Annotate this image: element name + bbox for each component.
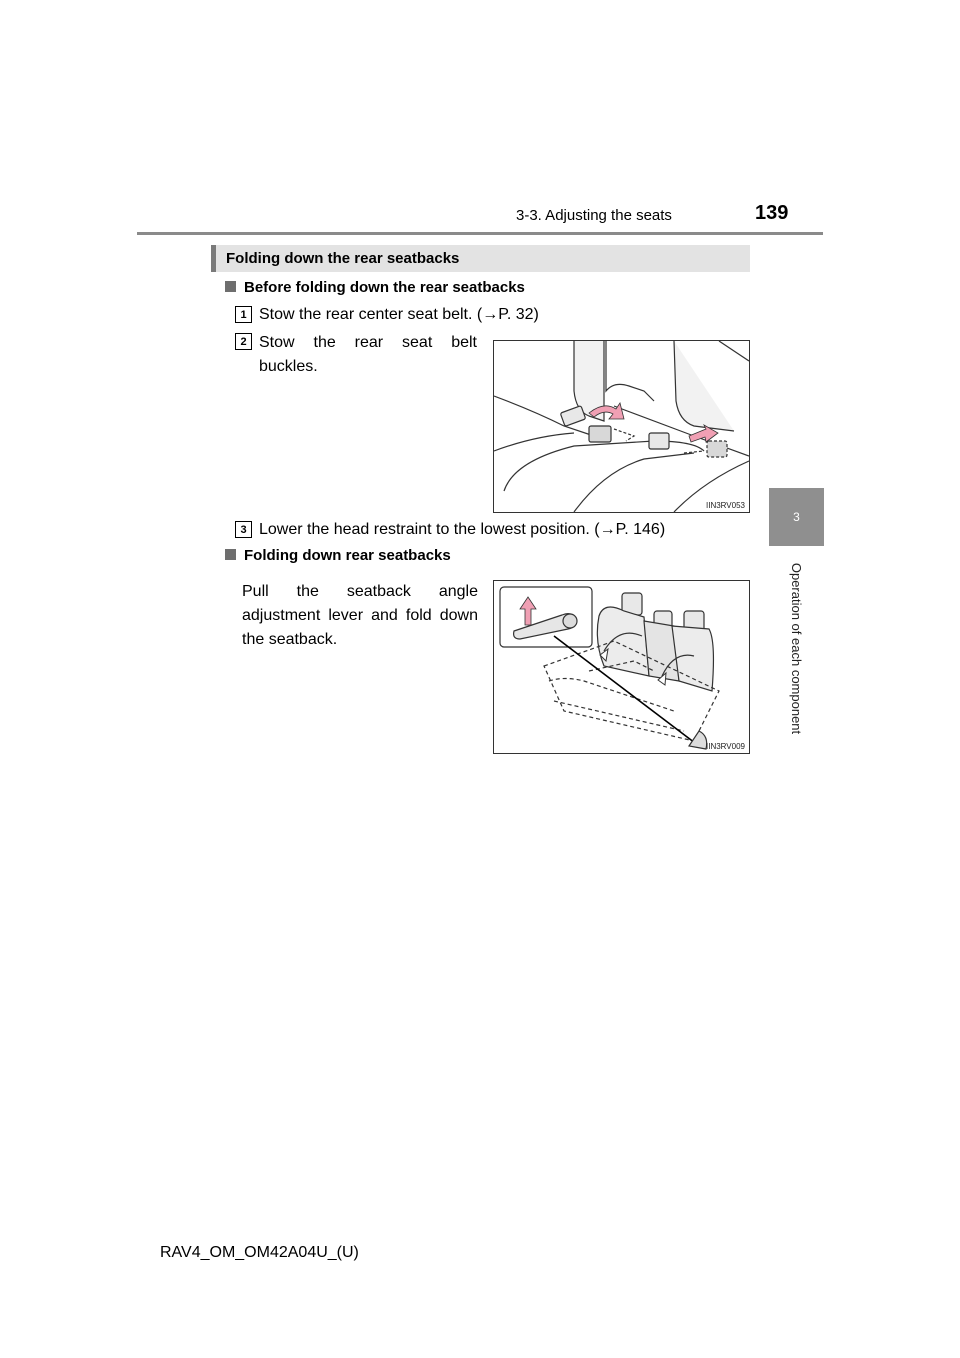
document-code-footer: RAV4_OM_OM42A04U_(U)	[160, 1244, 359, 1261]
step-badge-3: 3	[235, 521, 252, 538]
step-text-3: Lower the head restraint to the lowest position. (→P. 146)	[259, 521, 666, 538]
figure-seat-belt-buckles	[493, 340, 750, 513]
figure-fold-seatback	[493, 580, 750, 754]
step-badge-1: 1	[235, 306, 252, 323]
step-text-2	[259, 331, 477, 379]
step-text-1: Stow the rear center seat belt. (→P. 32)	[259, 306, 539, 323]
header-section-title: 3-3. Adjusting the seats	[516, 207, 672, 224]
folding-instruction-text: Pull the seatback angle adjustment lever and fold down the seatback.	[242, 583, 478, 648]
figure-code: IIN3RV053	[706, 501, 745, 510]
seat-belt-buckles-illustration	[494, 341, 749, 512]
fold-seatback-illustration	[494, 581, 749, 753]
subheading-before-folding	[225, 279, 525, 296]
chapter-tab-label: Operation of each component	[789, 562, 804, 734]
step-badge-2: 2	[235, 333, 252, 350]
step-text-2-content: Stow the rear seat belt buckles.	[259, 334, 477, 375]
subheading-folding	[225, 547, 451, 564]
subheading-text: Before folding down the rear seatbacks	[244, 279, 525, 296]
figure-code: IIN3RV009	[706, 742, 745, 751]
section-title: Folding down the rear seatbacks	[226, 250, 460, 267]
subheading-text: Folding down rear seatbacks	[244, 547, 451, 564]
header-divider	[137, 232, 823, 235]
chapter-tab-number: 3	[769, 488, 824, 546]
section-header-bar	[211, 245, 750, 272]
square-bullet-icon	[225, 549, 236, 560]
page-number: 139	[755, 202, 789, 224]
square-bullet-icon	[225, 281, 236, 292]
chapter-tab	[769, 548, 824, 748]
